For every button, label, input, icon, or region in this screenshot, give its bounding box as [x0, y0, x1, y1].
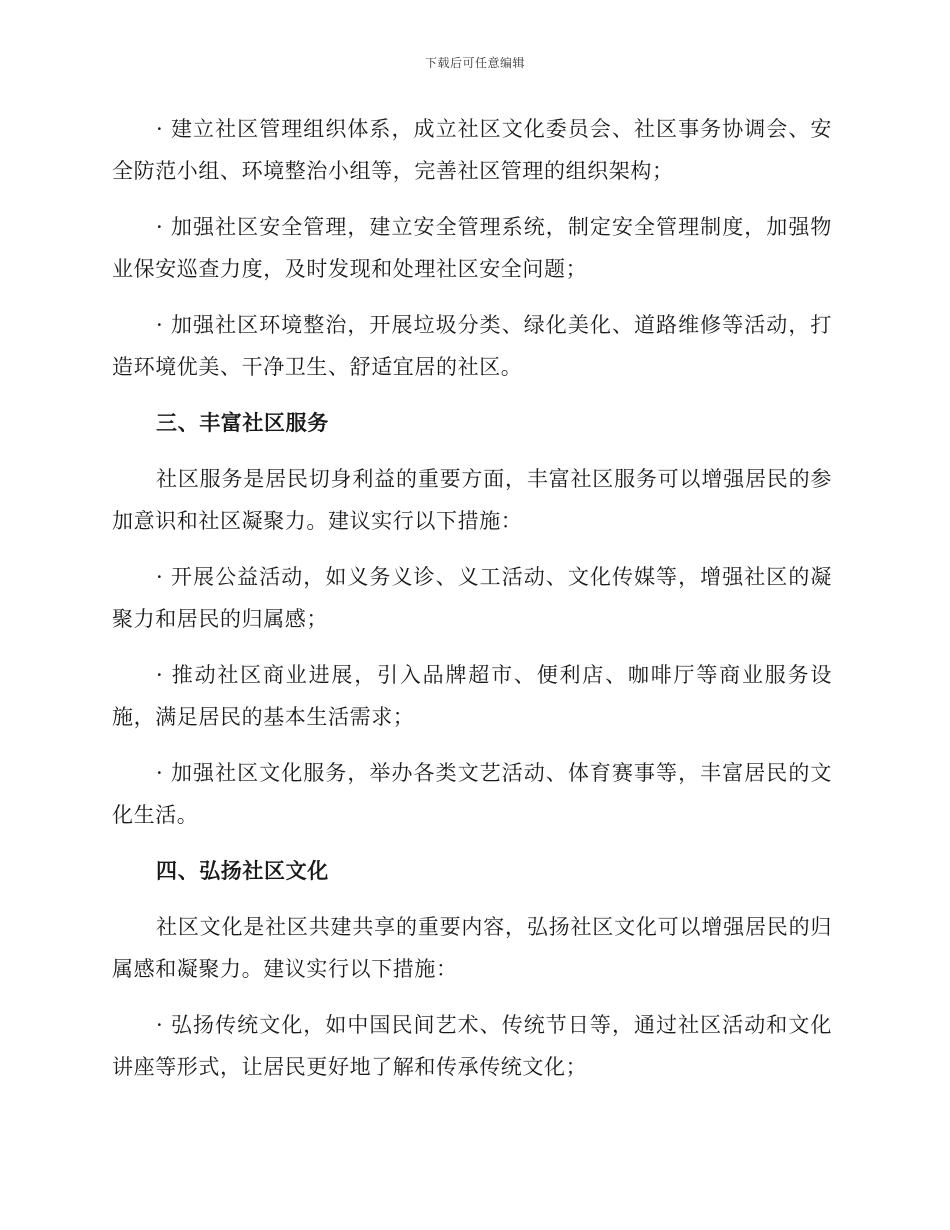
bullet-paragraph: · 开展公益活动，如义务义诊、义工活动、文化传媒等，增强社区的凝聚力和居民的归属感；: [112, 565, 832, 631]
page-header: 下载后可任意编辑: [424, 56, 525, 70]
body-paragraph: 社区服务是居民切身利益的重要方面，丰富社区服务可以增强居民的参加意识和社区凝聚力。建议实行以下措施：: [112, 467, 832, 533]
bullet-paragraph: · 建立社区管理组织体系，成立社区文化委员会、社区事务协调会、安全防范小组、环境整治小组等，完善社区管理的组织架构；: [112, 117, 832, 183]
bullet-paragraph: · 弘扬传统文化，如中国民间艺术、传统节日等，通过社区活动和文化讲座等形式，让居民更好地了解和传承传统文化；: [112, 1013, 832, 1079]
bullet-paragraph: · 推动社区商业进展，引入品牌超市、便利店、咖啡厅等商业服务设施，满足居民的基本生活需求；: [112, 663, 832, 729]
body-paragraph: 社区文化是社区共建共享的重要内容，弘扬社区文化可以增强居民的归属感和凝聚力。建议实行以下措施：: [112, 915, 832, 981]
document-body: [112, 108, 832, 1102]
bullet-paragraph: · 加强社区文化服务，举办各类文艺活动、体育赛事等，丰富居民的文化生活。: [112, 761, 832, 827]
section-heading: 四、弘扬社区文化: [156, 858, 329, 883]
bullet-paragraph: · 加强社区安全管理，建立安全管理系统，制定安全管理制度，加强物业保安巡查力度，及时发现和处理社区安全问题；: [112, 215, 832, 281]
bullet-paragraph: · 加强社区环境整治，开展垃圾分类、绿化美化、道路维修等活动，打造环境优美、干净卫生、舒适宜居的社区。: [112, 313, 832, 379]
section-heading: 三、丰富社区服务: [156, 410, 329, 435]
